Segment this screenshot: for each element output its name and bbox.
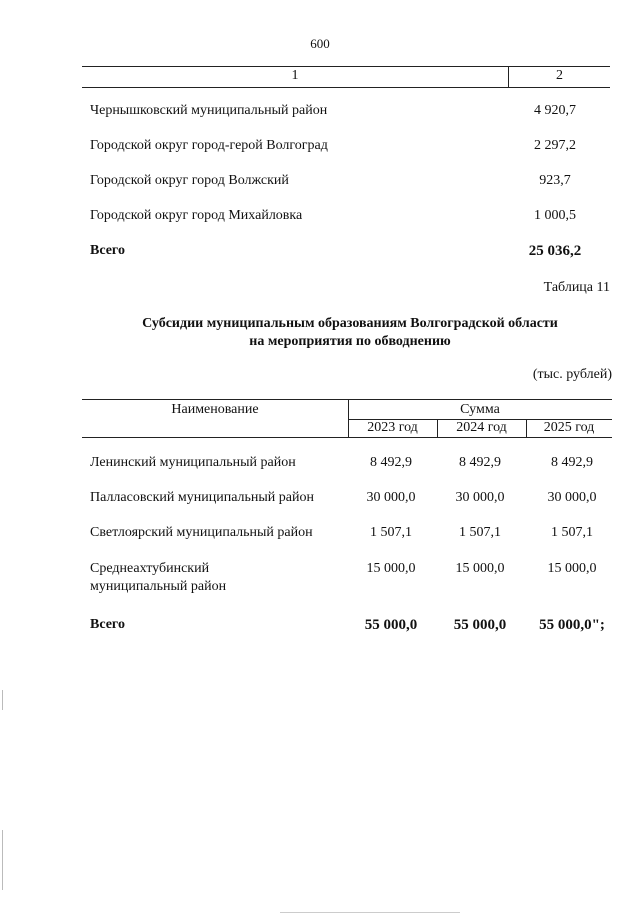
row-value-2023: 8 492,9 [370,455,412,470]
row-value-2025: 30 000,0 [547,490,597,505]
row-name: Светлоярский муниципальный район [90,525,313,540]
row-value: 2 297,2 [534,138,576,153]
row-value-2023: 30 000,0 [366,490,416,505]
header-year-2023: 2023 год [367,420,418,435]
row-name-line1: Среднеахтубинский [90,561,210,576]
row-value-2025: 15 000,0 [547,561,597,576]
table2-bottom-rule [82,437,612,438]
table1-header [82,66,610,88]
total-value-2024: 55 000,0 [453,617,507,633]
row-value-2024: 1 507,1 [459,525,501,540]
header-year-2024: 2024 год [456,420,507,435]
row-name: Городской округ город Михайловка [90,208,303,223]
row-name: Ленинский муниципальный район [90,455,296,470]
scan-margin-mark [2,830,3,890]
row-value: 4 920,7 [534,103,576,118]
scan-bottom-mark [280,912,460,913]
total-value-2023: 55 000,0 [364,617,418,633]
header-year-2025: 2025 год [543,420,595,435]
row-name: Палласовский муниципальный район [90,490,314,505]
table-caption: Таблица 11 [543,280,610,295]
table-title-line1: Субсидии муниципальным образованиям Волгоградской области [142,316,558,331]
row-name-line2: муниципальный район [90,579,227,594]
row-value-2024: 8 492,9 [459,455,501,470]
row-value-2025: 1 507,1 [551,525,593,540]
total-label: Всего [90,617,125,632]
row-value-2025: 8 492,9 [551,455,593,470]
row-value: 923,7 [539,173,571,188]
row-value-2024: 30 000,0 [455,490,505,505]
total-value-2025: 55 000,0"; [539,617,605,633]
row-name: Чернышковский муниципальный район [90,103,328,118]
scan-margin-mark [2,690,3,710]
row-value-2023: 1 507,1 [370,525,412,540]
row-name: Городской округ город Волжский [90,173,289,188]
table1-header-col1: 1 [291,68,299,83]
page-number: 600 [310,36,330,51]
total-label: Всего [90,243,125,258]
row-value-2024: 15 000,0 [455,561,505,576]
table2-top-rule [82,399,612,400]
table-title-line2: на мероприятия по обводнению [249,334,451,349]
row-value: 1 000,5 [534,208,576,223]
row-name: Городской округ город-герой Волгоград [90,138,328,153]
units-label: (тыс. рублей) [532,367,612,382]
header-name: Наименование [171,402,259,417]
row-value-2023: 15 000,0 [366,561,416,576]
table1-header-col2: 2 [556,68,563,83]
total-value: 25 036,2 [528,243,582,259]
header-sum: Сумма [460,402,500,417]
